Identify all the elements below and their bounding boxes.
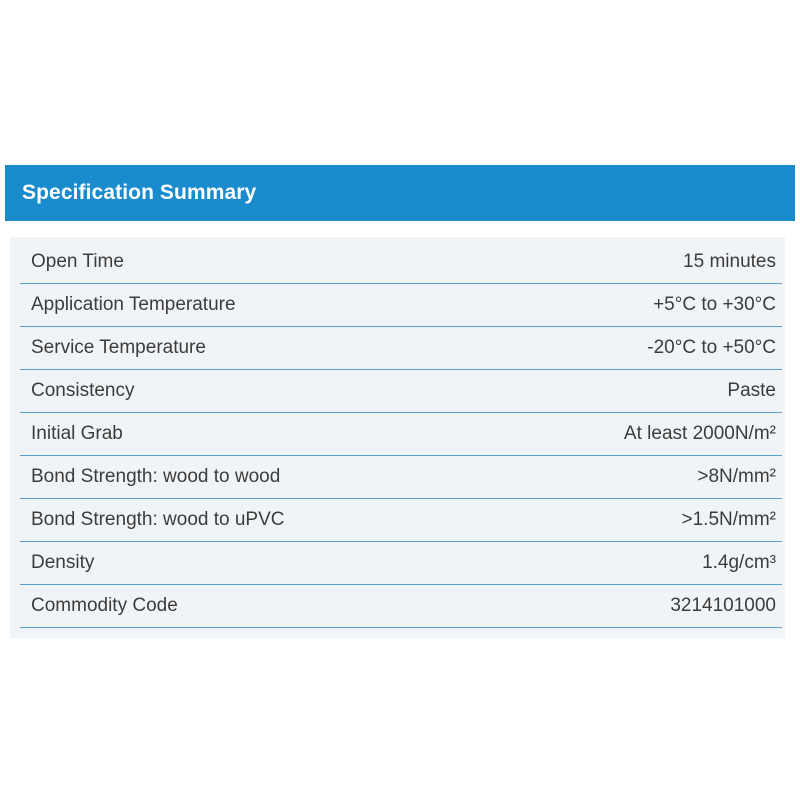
spec-value: >1.5N/mm² (681, 509, 776, 530)
spec-label: Consistency (31, 380, 135, 401)
spec-value: 3214101000 (670, 595, 776, 616)
spec-row-bond-strength-wood (20, 456, 782, 499)
spec-row-open-time (20, 241, 782, 284)
spec-label: Service Temperature (31, 337, 206, 358)
spec-value: At least 2000N/m² (623, 423, 776, 444)
spec-row-density (20, 542, 782, 585)
spec-row-bond-strength-upvc (20, 499, 782, 542)
spec-value: 15 minutes (683, 251, 776, 272)
spec-row-initial-grab (20, 413, 782, 456)
spec-value: -20°C to +50°C (647, 337, 776, 358)
spec-value: 1.4g/cm³ (702, 552, 776, 573)
spec-label: Application Temperature (31, 294, 236, 315)
spec-row-consistency (20, 370, 782, 413)
spec-value: >8N/mm² (697, 466, 776, 487)
spec-label: Bond Strength: wood to uPVC (31, 509, 285, 530)
section-header (5, 165, 795, 221)
spec-table (20, 241, 782, 628)
spec-label: Commodity Code (31, 595, 178, 616)
spec-label: Bond Strength: wood to wood (31, 466, 281, 487)
spec-row-commodity-code (20, 585, 782, 628)
spec-value: Paste (727, 380, 776, 401)
spec-label: Density (31, 552, 95, 573)
spec-row-application-temperature (20, 284, 782, 327)
spec-table-panel (10, 237, 785, 638)
spec-label: Initial Grab (31, 423, 123, 444)
spec-label: Open Time (31, 251, 124, 272)
section-title: Specification Summary (22, 181, 257, 204)
spec-value: +5°C to +30°C (653, 294, 776, 315)
spec-row-service-temperature (20, 327, 782, 370)
